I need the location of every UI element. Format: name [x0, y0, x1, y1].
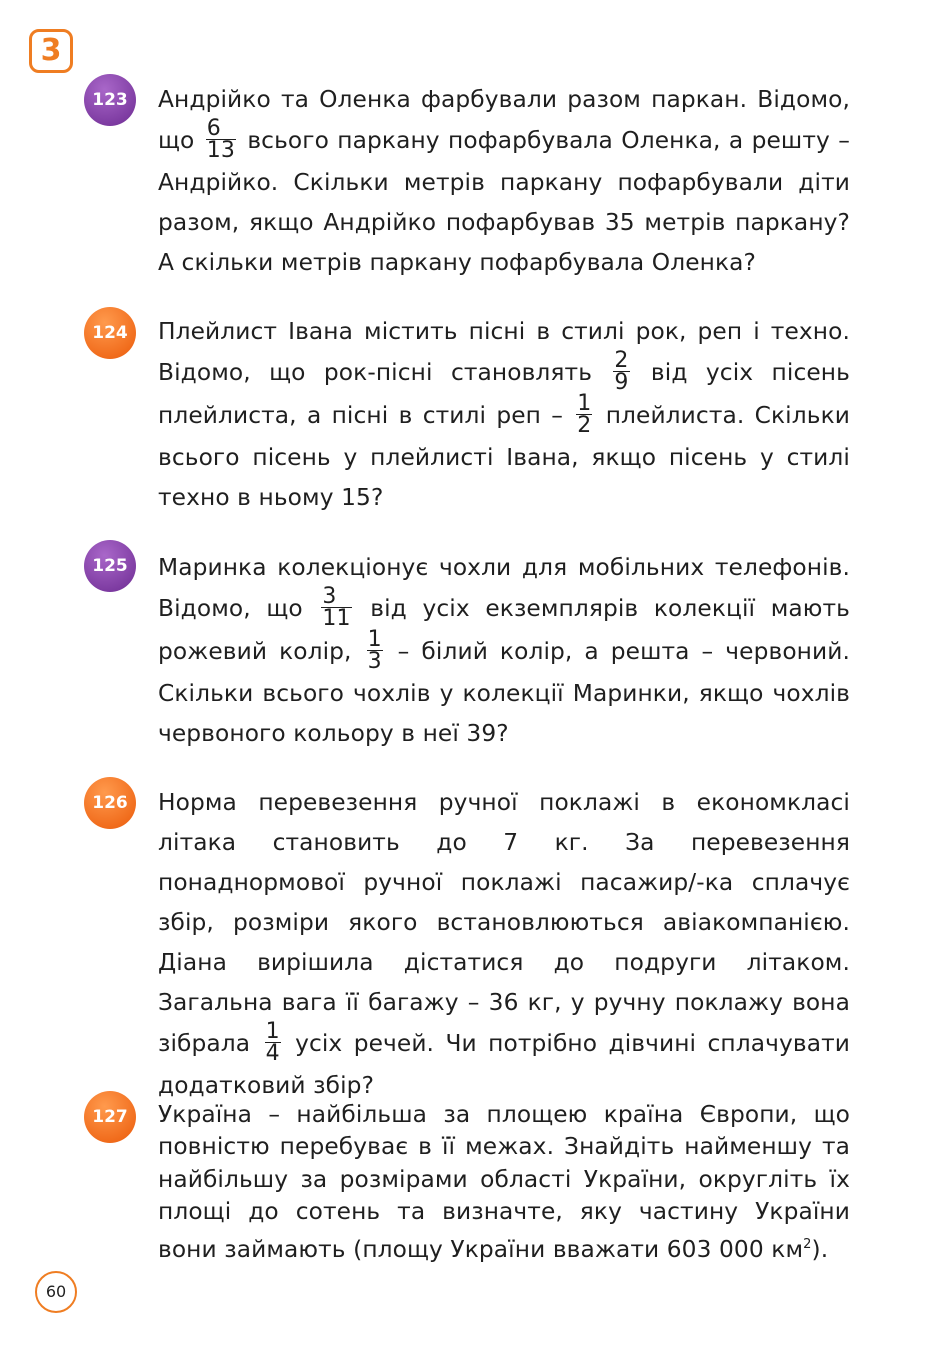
fraction [265, 1021, 281, 1064]
task-text-124 [158, 312, 850, 518]
task-text-part: Маринка колекціонує чохли для мобільних телефонів. Відомо, що [158, 554, 850, 622]
task-text-part: Плейлист Івана містить пісні в стилі рок, реп і техно. Відомо, що рок-пісні становлять [158, 318, 850, 386]
task-text-part: усіх речей. Чи потрібно дівчині сплачувати додатковий збір? [158, 1030, 850, 1099]
task-text-part: всього паркану пофарбувала Оленка, а решту – Андрійко. Скільки метрів паркану пофарбували діти разом, якщо Андрійко пофарбував 35 метрів паркану? А скільки метрів паркану пофарбувала Оленка? [158, 127, 850, 276]
fraction-denominator: 4 [265, 1041, 280, 1066]
task-number-badge-125: 125 [84, 540, 136, 592]
task-number-badge-124: 124 [84, 307, 136, 359]
fraction [576, 393, 592, 436]
fraction-numerator: 2 [614, 348, 629, 373]
task-text-part: Україна – найбільша за площею країна Європи, що повністю перебуває в її межах. Знайдіть найменшу та найбільшу за розмірами області України, округліть їх площі до сотень та визначте, яку частину України вони займають (площу України вважати 603 000 км [158, 1101, 850, 1263]
fraction-denominator: 3 [367, 649, 382, 674]
fraction-numerator: 6 [206, 118, 236, 140]
fraction-denominator: 9 [614, 370, 629, 395]
task-number-badge-123: 123 [84, 74, 136, 126]
fraction [321, 586, 351, 629]
task-text-part: від усіх пісень плейлиста, а пісні в стилі реп – [158, 359, 850, 429]
fraction [367, 629, 383, 672]
superscript: 2 [803, 1236, 812, 1252]
fraction-numerator: 1 [367, 627, 382, 652]
task-number-badge-127: 127 [84, 1091, 136, 1143]
fraction [613, 350, 629, 393]
task-text-part: від усіх екземплярів колекції мають рожевий колір, [158, 595, 850, 665]
task-text-part: ). [811, 1235, 829, 1263]
task-text-part: – білий колір, а решта – червоний. Скільки всього чохлів у колекції Маринки, якщо чохлів червоного кольору в неї 39? [158, 638, 850, 747]
task-text-123 [158, 80, 850, 283]
fraction-numerator: 3 [321, 586, 351, 608]
task-number-badge-126: 126 [84, 777, 136, 829]
task-text-part: Андрійко та Оленка фарбували разом паркан. Відомо, що [158, 86, 850, 154]
task-text-125 [158, 548, 850, 754]
page-number: 60 [35, 1271, 77, 1313]
task-text-126 [158, 783, 850, 1106]
fraction-numerator: 1 [577, 391, 592, 416]
fraction [206, 118, 236, 161]
fraction-denominator: 13 [206, 138, 235, 163]
fraction-numerator: 1 [265, 1019, 280, 1044]
task-text-part: плейлиста. Скільки всього пісень у плейлисті Івана, якщо пісень у стилі техно в ньому 15? [158, 402, 850, 511]
task-text-part: Норма перевезення ручної поклажі в економкласі літака становить до 7 кг. За перевезення понаднормової ручної поклажі пасажир/-ка сплачує збір, розміри якого встановлюються авіакомпанією. Діана вирішила дістатися до подруги літаком. Загальна вага її багажу – 36 кг, у ручну поклажу вона зібрала [158, 789, 850, 1057]
task-text-127 [158, 1099, 850, 1266]
fraction-denominator: 2 [577, 413, 592, 438]
fraction-denominator: 11 [322, 606, 351, 631]
chapter-number-badge: 3 [29, 29, 73, 73]
